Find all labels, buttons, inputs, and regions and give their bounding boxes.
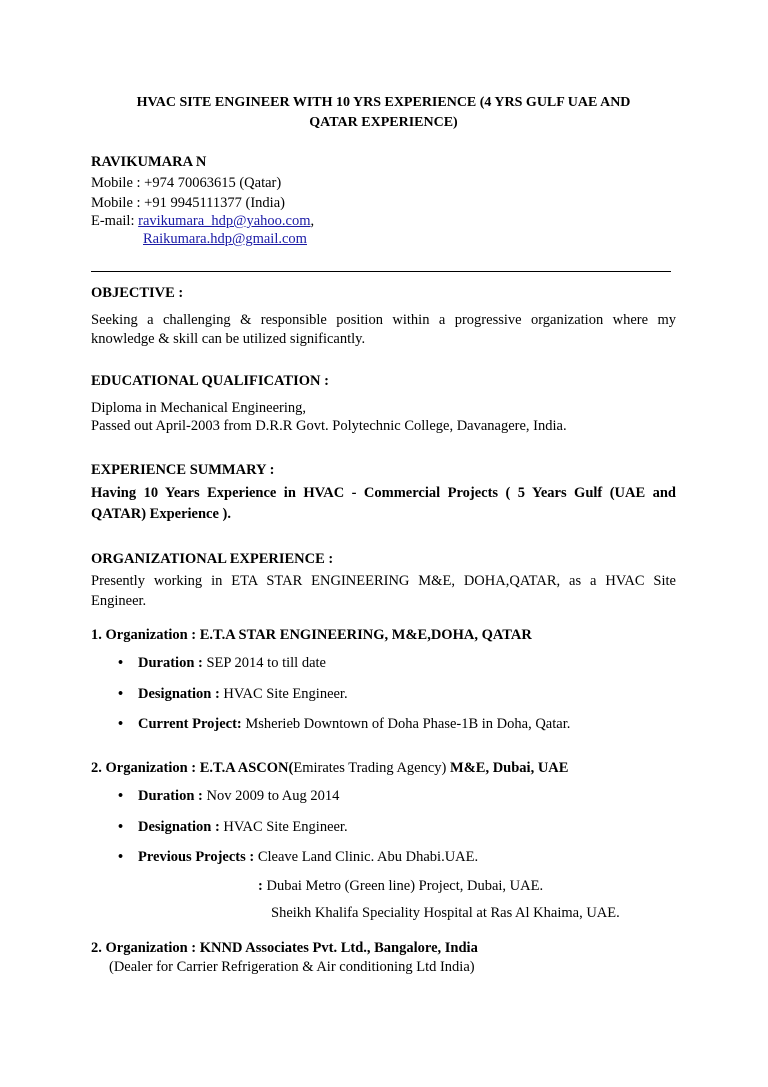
org-3-subtitle: (Dealer for Carrier Refrigeration & Air conditioning Ltd India) <box>109 959 475 975</box>
org-3-title: 2. Organization : KNND Associates Pvt. Ltd., Bangalore, India <box>91 940 478 956</box>
objective-heading: OBJECTIVE : <box>91 285 184 301</box>
org-2-projects: • Previous Projects : Cleave Land Clinic. Abu Dhabi.UAE. <box>118 849 479 865</box>
mobile-qatar: Mobile : +974 70063615 (Qatar) <box>91 175 282 191</box>
education-heading: EDUCATIONAL QUALIFICATION : <box>91 373 329 389</box>
education-line-2: Passed out April-2003 from D.R.R Govt. Polytechnic College, Davanagere, India. <box>91 418 567 434</box>
bullet-icon: • <box>118 788 124 804</box>
org-2-project-3: Sheikh Khalifa Speciality Hospital at Ras Al Khaima, UAE. <box>271 905 620 921</box>
email-link-yahoo[interactable]: ravikumara_hdp@yahoo.com <box>138 213 311 229</box>
experience-summary-text: Having 10 Years Experience in HVAC - Commercial Projects ( 5 Years Gulf (UAE and QATAR) Experience ). <box>91 485 676 522</box>
org-2-duration: • Duration : Nov 2009 to Aug 2014 <box>118 788 340 804</box>
objective-text: Seeking a challenging & responsible position within a progressive organization where my knowledge & skill can be utilized significantly. <box>91 312 676 347</box>
bullet-icon: • <box>118 655 124 671</box>
org-1-designation: • Designation : HVAC Site Engineer. <box>118 686 348 702</box>
bullet-icon: • <box>118 849 124 865</box>
org-experience-text: Presently working in ETA STAR ENGINEERING M&E, DOHA,QATAR, as a HVAC Site Engineer. <box>91 573 676 609</box>
mobile-india: Mobile : +91 9945111377 (India) <box>91 195 285 211</box>
org-experience-heading: ORGANIZATIONAL EXPERIENCE : <box>91 551 334 567</box>
resume-title: HVAC SITE ENGINEER WITH 10 YRS EXPERIENCE (4 YRS GULF UAE AND QATAR EXPERIENCE) <box>136 95 631 130</box>
candidate-name: RAVIKUMARA N <box>91 154 207 170</box>
email-line: E-mail: ravikumara_hdp@yahoo.com, <box>91 213 315 229</box>
bullet-icon: • <box>118 686 124 702</box>
email-line-2 <box>143 231 307 248</box>
org-2-designation: • Designation : HVAC Site Engineer. <box>118 819 348 835</box>
org-1-project: • Current Project: Msherieb Downtown of Doha Phase-1B in Doha, Qatar. <box>118 716 571 732</box>
bullet-icon: • <box>118 819 124 835</box>
education-line-1: Diploma in Mechanical Engineering, <box>91 400 307 416</box>
bullet-icon: • <box>118 716 124 732</box>
org-1-title: 1. Organization : E.T.A STAR ENGINEERING, M&E,DOHA, QATAR <box>91 627 532 643</box>
org-1-duration: • Duration : SEP 2014 to till date <box>118 655 326 671</box>
experience-summary-heading: EXPERIENCE SUMMARY : <box>91 462 275 478</box>
email-link-gmail[interactable]: Raikumara.hdp@gmail.com <box>143 231 307 247</box>
org-2-project-2: : Dubai Metro (Green line) Project, Dubai, UAE. <box>258 878 544 894</box>
divider-line <box>91 271 671 272</box>
org-2-title: 2. Organization : E.T.A ASCON(Emirates Trading Agency) M&E, Dubai, UAE <box>91 760 569 776</box>
